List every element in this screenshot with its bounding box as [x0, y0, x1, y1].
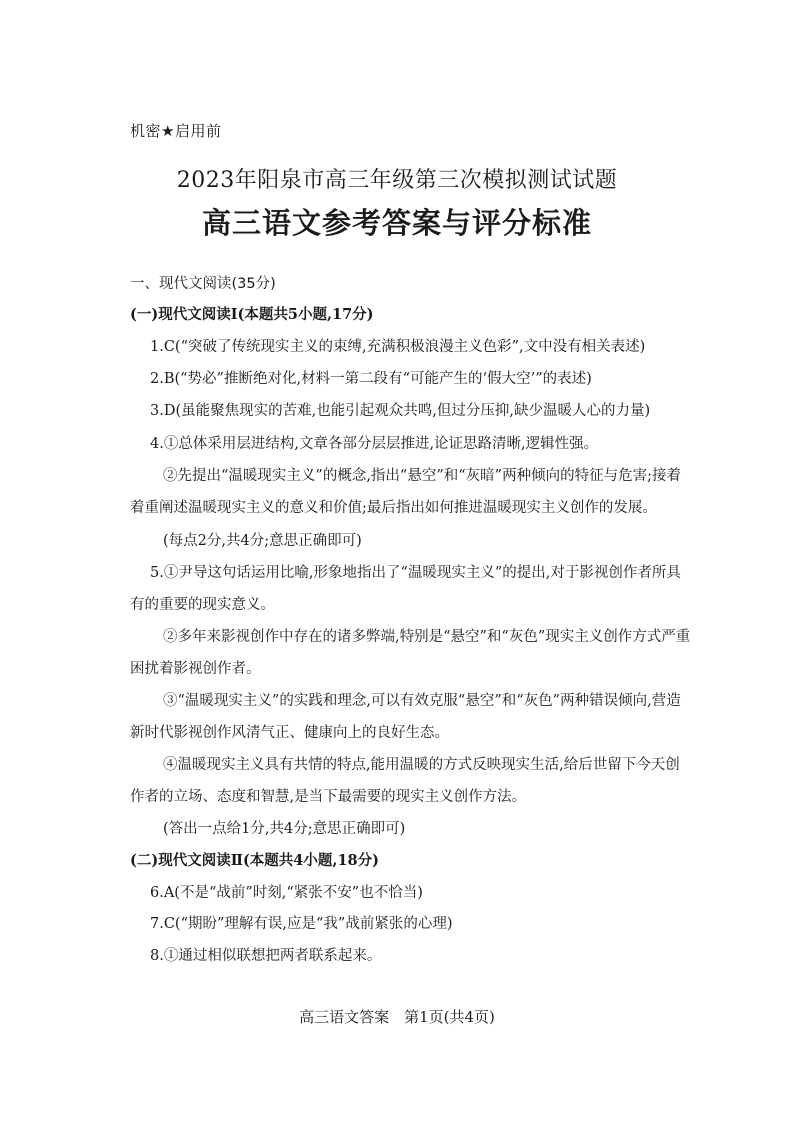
- confidential-label: 机密★启用前: [130, 122, 222, 140]
- scoring-note: (答出一点给1分,共4分;意思正确即可): [163, 821, 406, 837]
- page-footer: 高三语文答案 第1页(共4页): [299, 1008, 495, 1026]
- answer-line: ④温暖现实主义具有共情的特点,能用温暖的方式反映现实生活,给后世留下今天创: [163, 757, 680, 773]
- answer-line: 3.D(虽能聚焦现实的苦难,也能引起观众共鸣,但过分压抑,缺少温暖人心的力量): [150, 403, 651, 419]
- document-title: 高三语文参考答案与评分标准: [201, 206, 592, 240]
- part-heading: (一)现代文阅读Ⅰ(本题共5小题,17分): [130, 306, 374, 323]
- answer-line: ③“温暖现实主义”的实践和理念,可以有效克服“悬空”和“灰色”两种错误倾向,营造: [163, 693, 681, 709]
- part-heading: (二)现代文阅读Ⅱ(本题共4小题,18分): [130, 852, 379, 869]
- exam-title: 2023年阳泉市高三年级第三次模拟测试试题: [176, 168, 618, 193]
- answer-line: 困扰着影视创作者。: [130, 661, 261, 677]
- answer-line: 4.①总体采用层进结构,文章各部分层层推进,论证思路清晰,逻辑性强。: [150, 436, 599, 452]
- answer-line: ②先提出“温暖现实主义”的概念,指出“悬空”和“灰暗”两种倾向的特征与危害;接着: [163, 468, 681, 484]
- answer-line: 5.①尹导这句话运用比喻,形象地指出了“温暖现实主义”的提出,对于影视创作者所具: [150, 565, 681, 581]
- scoring-note: (每点2分,共4分;意思正确即可): [163, 533, 362, 549]
- answer-line: ②多年来影视创作中存在的诸多弊端,特别是“悬空”和“灰色”现实主义创作方式严重: [163, 629, 691, 645]
- answer-line: 1.C(“突破了传统现实主义的束缚,充满积极浪漫主义色彩”,文中没有相关表述): [150, 339, 646, 355]
- answer-line: 8.①通过相似联想把两者联系起来。: [150, 948, 382, 964]
- answer-line: 作者的立场、态度和智慧,是当下最需要的现实主义创作方法。: [130, 789, 527, 805]
- answer-line: 新时代影视创作风清气正、健康向上的良好生态。: [130, 725, 449, 741]
- section-heading: 一、现代文阅读(35分): [130, 276, 276, 292]
- answer-line: 有的重要的现实意义。: [130, 597, 275, 613]
- answer-line: 7.C(“期盼”理解有误,应是“我”战前紧张的心理): [150, 916, 453, 932]
- answer-line: 着重阐述温暖现实主义的意义和价值;最后指出如何推进温暖现实主义创作的发展。: [130, 500, 657, 516]
- answer-line: 6.A(不是“战前”时刻,“紧张不安”也不恰当): [150, 885, 423, 901]
- answer-line: 2.B(“势必”推断绝对化,材料一第二段有“可能产生的‘假大空’”的表述): [150, 371, 592, 387]
